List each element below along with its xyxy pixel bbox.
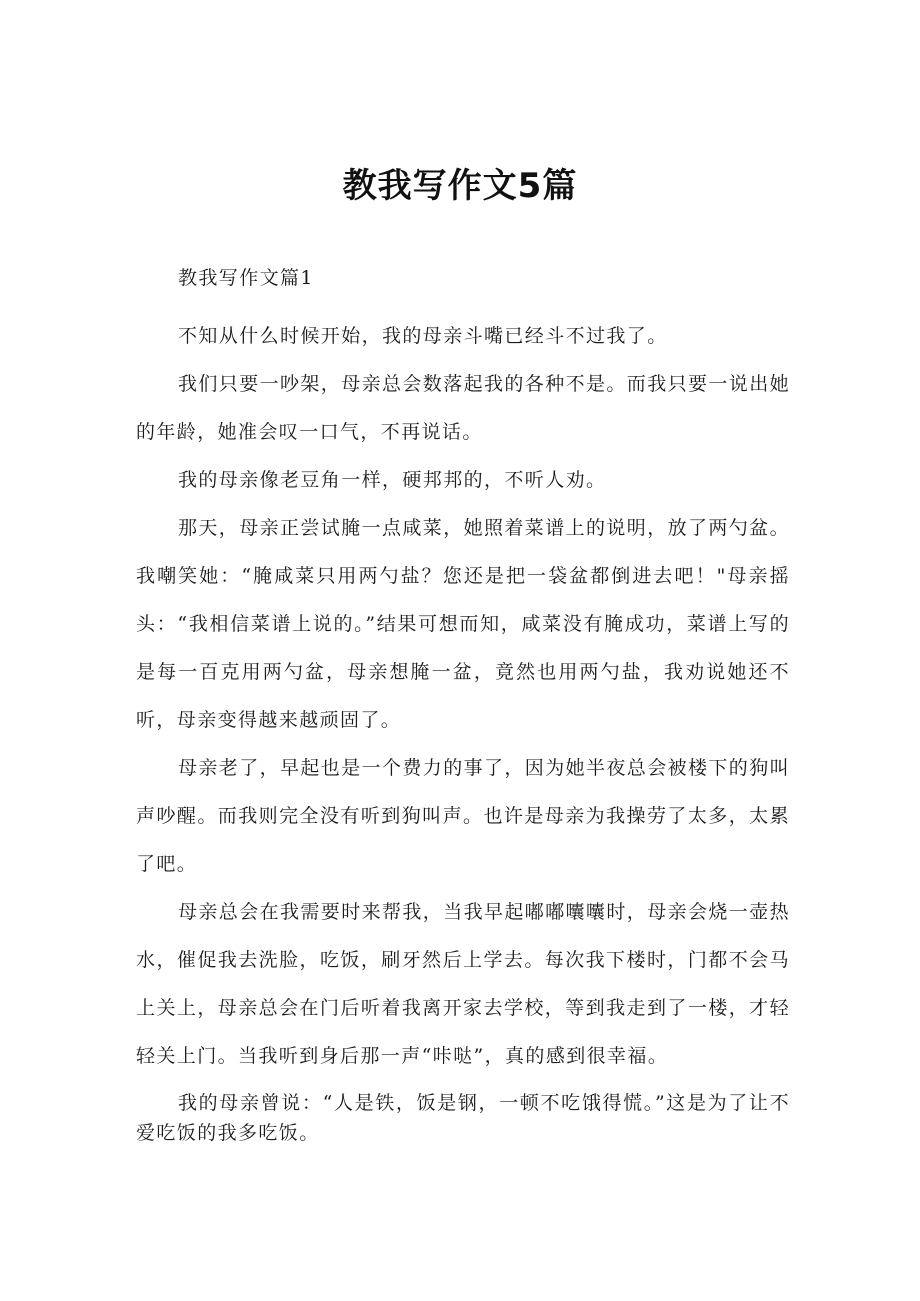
paragraph: 我的母亲像老豆角一样，硬邦邦的，不听人劝。 (178, 469, 607, 491)
document-title: 教我写作文5篇 (342, 166, 578, 206)
paragraph: 那天，母亲正尝试腌一点咸菜，她照着菜谱上的说明，放了两勺盆。我嘲笑她：“腌咸菜只用两勺盐？您还是把一袋盆都倒进去吧！"母亲摇头：“我相信菜谱上说的。”结果可想而知，咸菜没有腌成功，菜谱上写的是每一百克用两勺盆，母亲想腌一盆，竟然也用两勺盐，我劝说她还不听，母亲变得越来越顽固了。 (136, 517, 791, 731)
section-heading: 教我写作文篇1 (178, 267, 314, 289)
paragraph: 母亲总会在我需要时来帮我，当我早起嘟嘟囔囔时，母亲会烧一壶热水，催促我去洗脸，吃饭，刷牙然后上学去。每次我下楼时，门都不会马上关上，母亲总会在门后听着我离开家去学校，等到我走到了一楼，才轻轻关上门。当我听到身后那一声“咔哒”，真的感到很幸福。 (136, 901, 791, 1067)
document-body (136, 262, 790, 1148)
paragraph: 母亲老了，早起也是一个费力的事了，因为她半夜总会被楼下的狗叫声吵醒。而我则完全没有听到狗叫声。也许是母亲为我操劳了太多，太累了吧。 (136, 757, 791, 875)
paragraph: 不知从什么时候开始，我的母亲斗嘴已经斗不过我了。 (178, 325, 668, 347)
paragraph: 我的母亲曾说：“人是铁，饭是钢，一顿不吃饿得慌。”这是为了让不爱吃饭的我多吃饭。 (136, 1092, 790, 1144)
paragraph: 我们只要一吵架，母亲总会数落起我的各种不是。而我只要一说出她的年龄，她准会叹一口气，不再说话。 (136, 373, 791, 443)
